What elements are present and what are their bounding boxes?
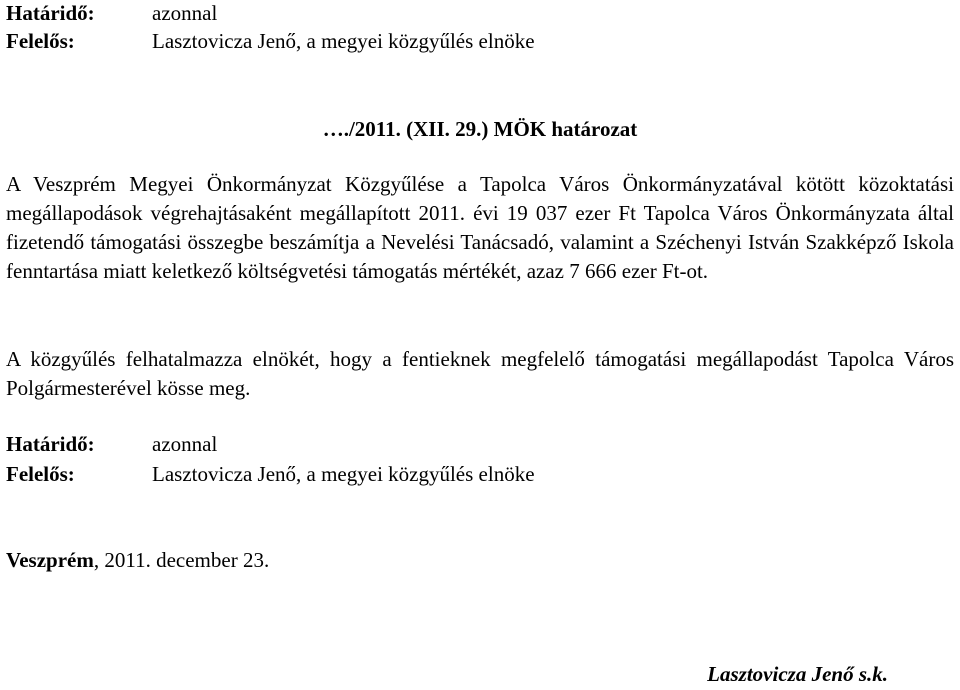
responsible-value: Lasztovicza Jenő, a megyei közgyűlés elnöke — [152, 462, 535, 486]
deadline-value: azonnal — [152, 1, 218, 25]
responsible-label: Felelős: — [6, 29, 75, 53]
deadline-label: Határidő: — [6, 432, 95, 456]
responsible-label: Felelős: — [6, 462, 75, 486]
resolution-paragraph-1: A Veszprém Megyei Önkormányzat Közgyűlése a Tapolca Város Önkormányzatával kötött közoktatási megállapodások végrehajtásaként megállapított 2011. évi 19 037 ezer Ft Tapolca Város Önkormányzata által fizetendő támogatási összegbe beszámítja a Nevelési Tanácsadó, valamint a Széchenyi István Szakképző Iskola fenntartása miatt keletkező költségvetési támogatás mértékét, azaz 7 666 ezer Ft-ot. — [6, 172, 954, 283]
resolution-paragraph-2: A közgyűlés felhatalmazza elnökét, hogy a fentieknek megfelelő támogatási megállapodást Tapolca Város Polgármesterével kösse meg. — [6, 347, 954, 400]
place-date-line — [6, 546, 269, 575]
deadline-row-bottom — [6, 430, 217, 459]
responsible-row-top — [6, 27, 535, 56]
date-text: , 2011. december 23. — [93, 548, 270, 572]
responsible-value: Lasztovicza Jenő, a megyei közgyűlés elnöke — [152, 29, 535, 53]
responsible-row-bottom — [6, 460, 535, 489]
place-name: Veszprém — [6, 548, 94, 572]
deadline-label: Határidő: — [6, 1, 95, 25]
resolution-title: …./2011. (XII. 29.) MÖK határozat — [322, 117, 638, 141]
deadline-value: azonnal — [152, 432, 218, 456]
deadline-row-top — [6, 0, 217, 28]
signature: Lasztovicza Jenő s.k. — [707, 662, 888, 686]
